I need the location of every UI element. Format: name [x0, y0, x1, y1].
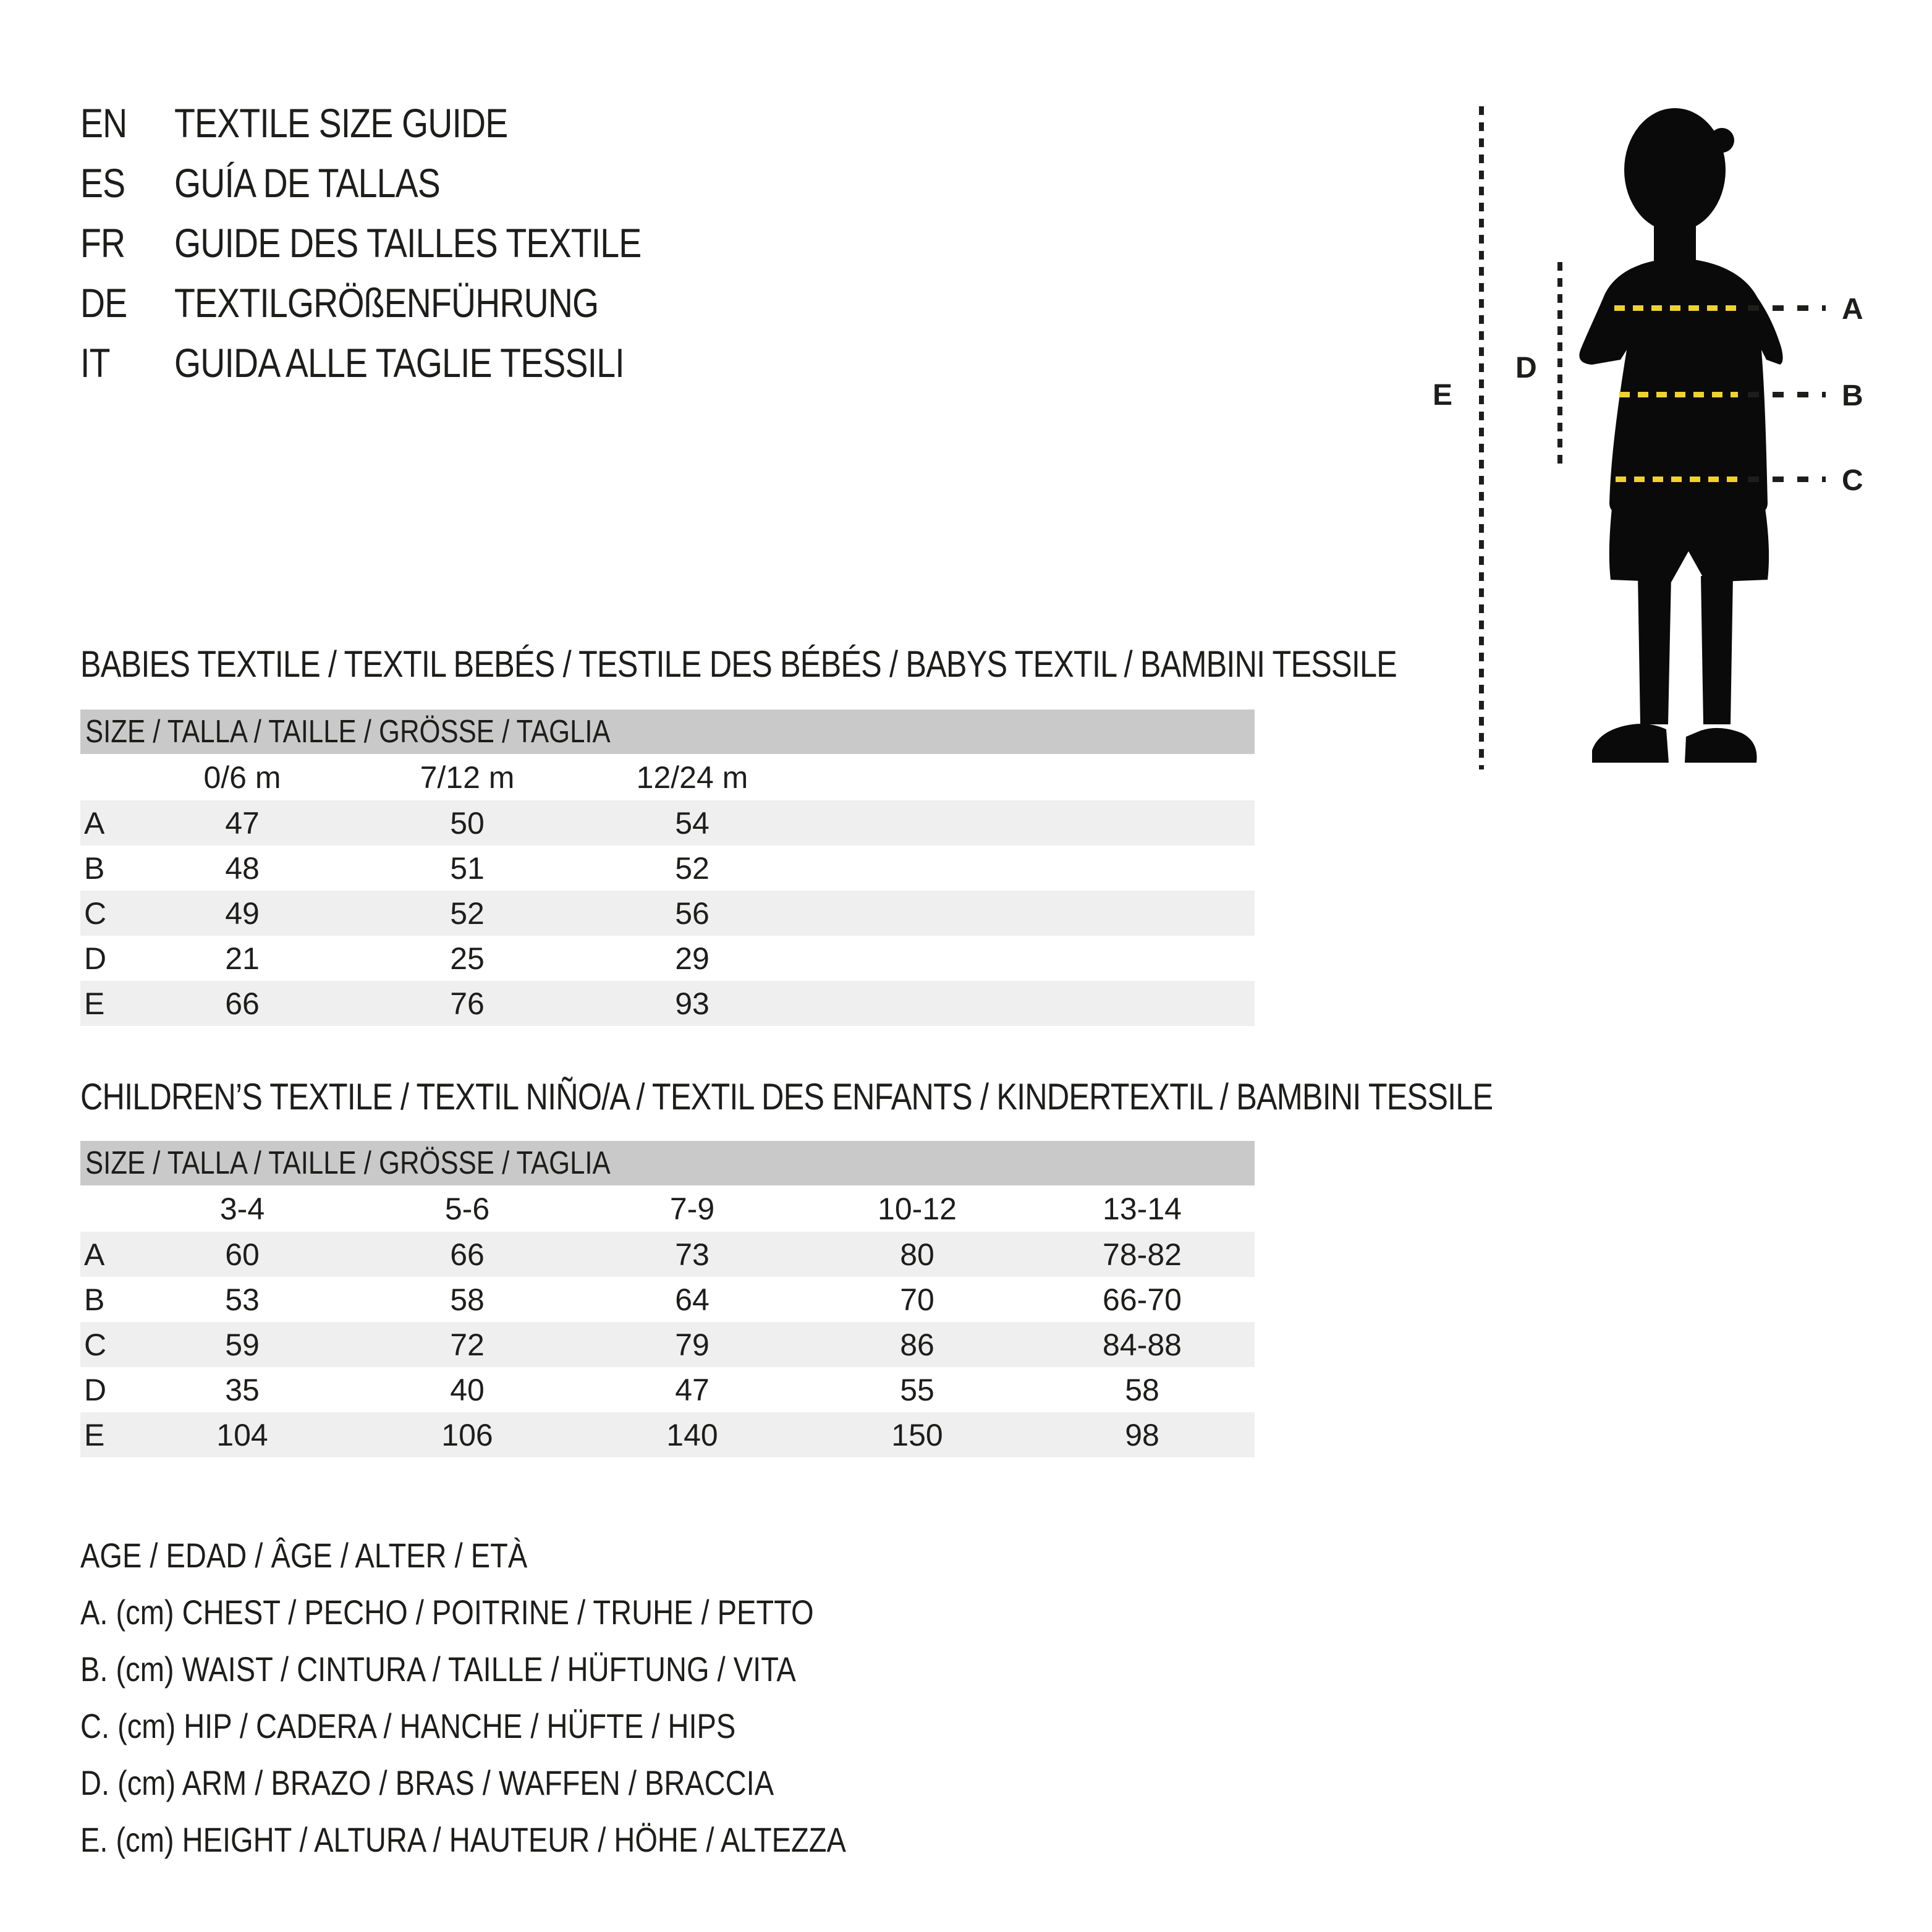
- table-cell: 47: [675, 1372, 710, 1407]
- legend-line-chest: A. (cm) CHEST / PECHO / POITRINE / TRUHE / PETTO: [80, 1592, 814, 1632]
- arm-measure-line-d: [1557, 262, 1562, 471]
- table-cell: 29: [675, 941, 710, 976]
- table-row-label: E: [84, 986, 105, 1021]
- table-cell: 60: [225, 1237, 260, 1272]
- table-cell: 73: [675, 1237, 710, 1272]
- hair-tuft: [1710, 128, 1734, 153]
- table-cell: 66: [450, 1237, 485, 1272]
- table-column-header: 5-6: [444, 1191, 490, 1226]
- legend-line-height: E. (cm) HEIGHT / ALTURA / HAUTEUR / HÖHE / ALTEZZA: [80, 1820, 846, 1859]
- table-cell: 50: [450, 805, 485, 841]
- table-row: [80, 1412, 1255, 1457]
- children-size-header-bar: [80, 1141, 1255, 1185]
- table-cell: 93: [675, 986, 710, 1021]
- table-cell: 40: [450, 1372, 485, 1407]
- legend-line-waist: B. (cm) WAIST / CINTURA / TAILLE / HÜFTUNG / VITA: [80, 1649, 796, 1688]
- language-code: EN: [80, 100, 127, 146]
- table-cell: 47: [225, 805, 260, 841]
- babies-size-header: SIZE / TALLA / TAILLE / GRÖSSE / TAGLIA: [85, 714, 611, 750]
- table-row: [80, 1232, 1255, 1277]
- table-cell: 72: [450, 1327, 485, 1362]
- chest-measure-line-a: [1614, 305, 1742, 311]
- legend-line-hip: C. (cm) HIP / CADERA / HANCHE / HÜFTE / HIPS: [80, 1706, 736, 1745]
- chest-measure-leader-a: [1748, 305, 1826, 311]
- table-cell: 80: [900, 1237, 934, 1272]
- table-cell: 64: [675, 1282, 710, 1317]
- table-column-header: 0/6 m: [203, 760, 281, 795]
- language-code: DE: [80, 279, 127, 326]
- hip-measure-leader-c: [1748, 477, 1826, 482]
- table-cell: 76: [450, 986, 485, 1021]
- babies-table-body: [80, 800, 1255, 1026]
- legend-line-age: AGE / EDAD / ÂGE / ALTER / ETÀ: [80, 1535, 528, 1575]
- table-row: [80, 1322, 1255, 1367]
- babies-table-header-row: [80, 754, 1255, 800]
- table-cell: 70: [900, 1282, 934, 1317]
- table-cell: 98: [1125, 1417, 1159, 1452]
- table-row-label: C: [84, 896, 107, 931]
- table-cell: 140: [666, 1417, 718, 1452]
- language-row: [80, 213, 730, 273]
- table-column-header: 7/12 m: [420, 760, 515, 795]
- table-cell: 84-88: [1103, 1327, 1182, 1362]
- table-cell: 52: [450, 896, 485, 931]
- table-cell: 66-70: [1103, 1282, 1182, 1317]
- table-column-header: 3-4: [219, 1191, 265, 1226]
- measurement-legend: [80, 1527, 992, 1868]
- table-column-header: 7-9: [669, 1191, 715, 1226]
- language-code: ES: [80, 159, 125, 206]
- table-cell: 52: [675, 850, 710, 886]
- table-cell: 21: [225, 941, 260, 976]
- table-cell: 53: [225, 1282, 260, 1317]
- language-code: IT: [80, 339, 110, 386]
- table-column-header: 10-12: [878, 1191, 957, 1226]
- table-row: [80, 1367, 1255, 1412]
- table-row-label: B: [84, 850, 105, 886]
- language-row: [80, 333, 730, 392]
- babies-size-table: [80, 754, 1255, 1026]
- table-column-header: 12/24 m: [636, 760, 748, 795]
- measure-label-a: A: [1842, 293, 1863, 326]
- children-table-body: [80, 1232, 1255, 1457]
- children-section-title: CHILDREN’S TEXTILE / TEXTIL NIÑO/A / TEXTIL DES ENFANTS / KINDERTEXTIL / BAMBINI TESSILE: [80, 1076, 1493, 1117]
- table-row: [80, 800, 1255, 845]
- language-row: [80, 273, 730, 333]
- language-title: TEXTILGRÖßENFÜHRUNG: [174, 279, 599, 326]
- table-cell: 150: [891, 1417, 943, 1452]
- measure-label-d: D: [1515, 352, 1537, 384]
- language-title-block: [80, 93, 730, 392]
- table-cell: 54: [675, 805, 710, 841]
- table-row: [80, 1277, 1255, 1322]
- hip-measure-line-c: [1616, 477, 1743, 482]
- table-cell: 106: [441, 1417, 493, 1452]
- table-row-label: D: [84, 1372, 107, 1407]
- waist-measure-line-b: [1619, 392, 1738, 397]
- table-cell: 49: [225, 896, 260, 931]
- language-row: [80, 93, 730, 153]
- table-cell: 58: [450, 1282, 485, 1317]
- table-row: [80, 891, 1255, 936]
- table-row: [80, 981, 1255, 1026]
- language-title: TEXTILE SIZE GUIDE: [174, 100, 508, 146]
- table-cell: 66: [225, 986, 260, 1021]
- table-row-label: C: [84, 1327, 107, 1362]
- table-row-label: A: [84, 1237, 105, 1272]
- children-table-header-row: [80, 1185, 1255, 1232]
- table-row: [80, 845, 1255, 891]
- children-size-header: SIZE / TALLA / TAILLE / GRÖSSE / TAGLIA: [85, 1145, 611, 1181]
- table-cell: 58: [1125, 1372, 1159, 1407]
- table-cell: 79: [675, 1327, 710, 1362]
- table-row-label: E: [84, 1417, 105, 1452]
- measure-label-b: B: [1842, 379, 1863, 412]
- table-cell: 51: [450, 850, 485, 886]
- babies-size-header-bar: [80, 710, 1255, 754]
- language-title: GUIDA ALLE TAGLIE TESSILI: [174, 339, 624, 386]
- table-column-header: 13-14: [1103, 1191, 1182, 1226]
- language-title: GUÍA DE TALLAS: [174, 159, 440, 206]
- table-cell: 104: [216, 1417, 268, 1452]
- babies-section-title: BABIES TEXTILE / TEXTIL BEBÉS / TESTILE DES BÉBÉS / BABYS TEXTIL / BAMBINI TESSILE: [80, 643, 1397, 685]
- table-cell: 35: [225, 1372, 260, 1407]
- table-cell: 25: [450, 941, 485, 976]
- table-cell: 48: [225, 850, 260, 886]
- table-row-label: B: [84, 1282, 105, 1317]
- table-row: [80, 936, 1255, 981]
- language-code: FR: [80, 219, 125, 266]
- waist-measure-leader-b: [1748, 392, 1826, 397]
- language-row: [80, 153, 730, 213]
- measure-label-e: E: [1433, 379, 1453, 412]
- table-row-label: A: [84, 805, 105, 841]
- table-cell: 78-82: [1103, 1237, 1182, 1272]
- table-row-label: D: [84, 941, 107, 976]
- legend-line-arm: D. (cm) ARM / BRAZO / BRAS / WAFFEN / BRACCIA: [80, 1763, 774, 1802]
- children-size-table: [80, 1185, 1255, 1457]
- table-cell: 56: [675, 896, 710, 931]
- table-cell: 86: [900, 1327, 934, 1362]
- language-title: GUIDE DES TAILLES TEXTILE: [174, 219, 642, 266]
- table-cell: 55: [900, 1372, 934, 1407]
- measure-label-c: C: [1842, 464, 1863, 497]
- table-cell: 59: [225, 1327, 260, 1362]
